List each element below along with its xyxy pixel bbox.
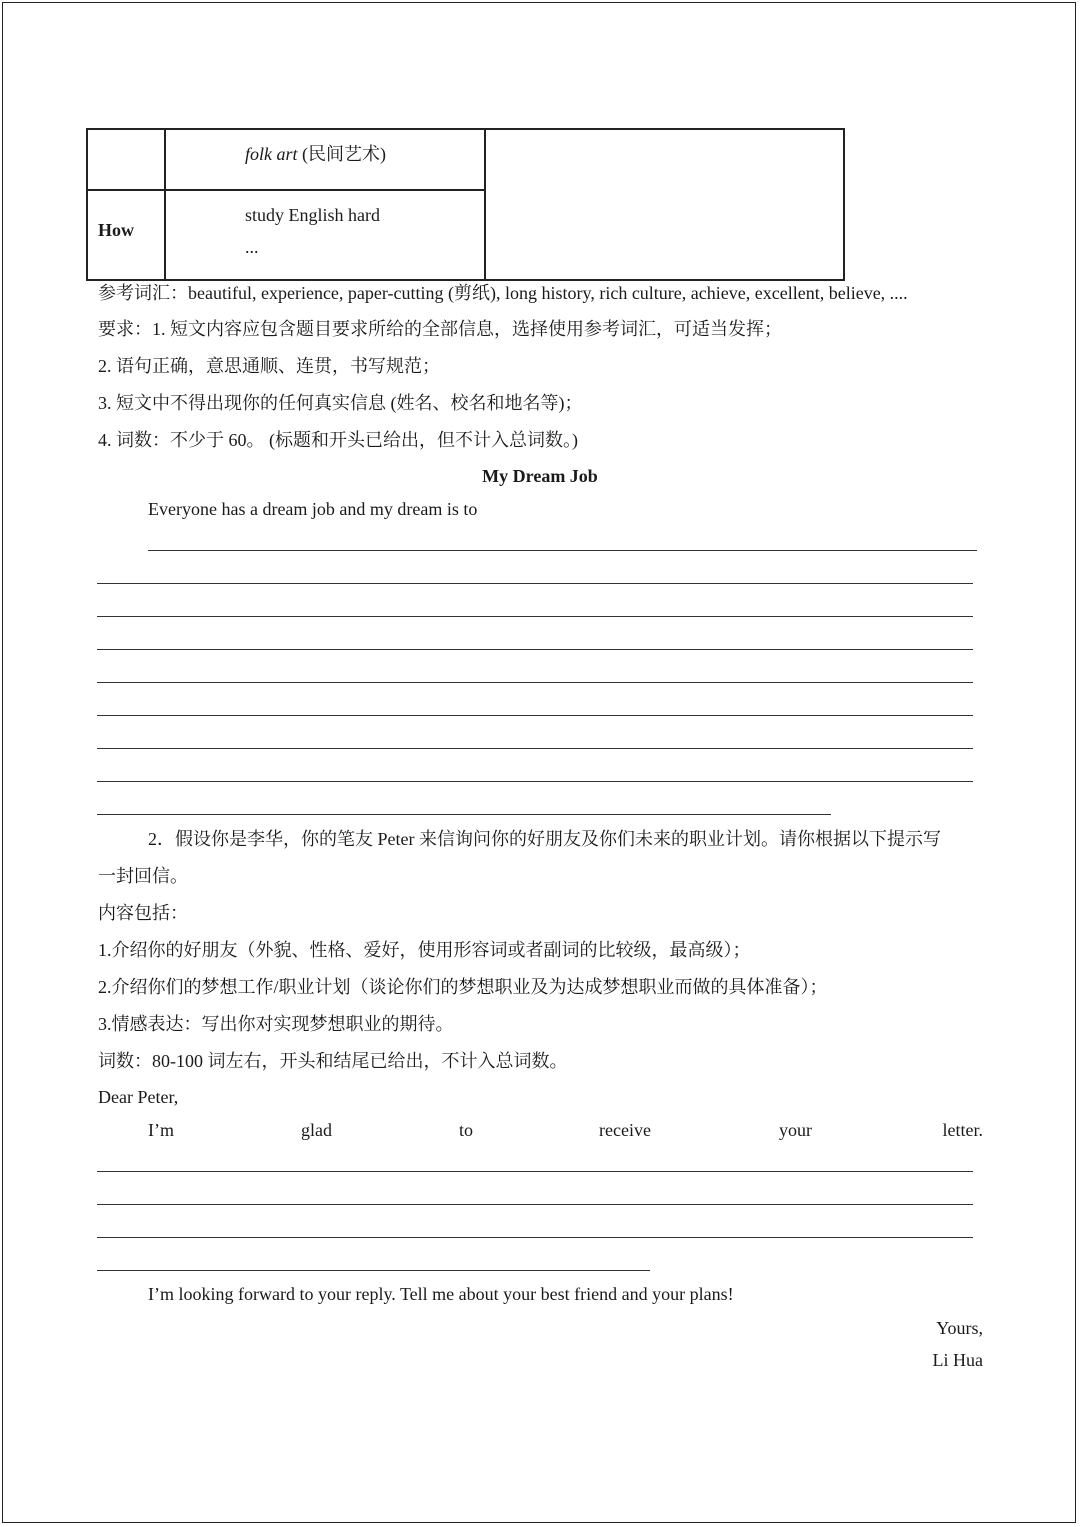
folk-art-text: folk art bbox=[245, 144, 298, 164]
vocab-line: 参考词汇：beautiful, experience, paper-cutting (剪纸), long history, rich culture, achieve, excellent, believe, .... bbox=[98, 283, 908, 303]
word-count-note: 词数：80-100 词左右，开头和结尾已给出，不计入总词数。 bbox=[98, 1051, 568, 1071]
table-cell-item-1 bbox=[165, 129, 485, 190]
writing-line bbox=[97, 1237, 973, 1238]
study-english-text: study English hard bbox=[245, 205, 380, 225]
writing-line bbox=[97, 748, 973, 749]
how-label: How bbox=[98, 220, 134, 240]
content-point-2: 2.介绍你们的梦想工作/职业计划（谈论你们的梦想职业及为达成梦想职业而做的具体准备）； bbox=[98, 977, 828, 997]
writing-line bbox=[97, 814, 831, 815]
letter-word: receive bbox=[599, 1120, 651, 1140]
ellipsis-text: ... bbox=[245, 237, 259, 257]
writing-line bbox=[97, 583, 973, 584]
folk-art-cn-text: (民间艺术) bbox=[297, 144, 386, 164]
letter-signoff: Yours, bbox=[936, 1318, 983, 1338]
writing-line bbox=[97, 781, 973, 782]
table-cell-label-1 bbox=[87, 129, 165, 190]
letter-word: I’m bbox=[148, 1120, 174, 1140]
letter-word: letter. bbox=[942, 1120, 983, 1140]
writing-line bbox=[97, 715, 973, 716]
writing-line bbox=[97, 649, 973, 650]
letter-salutation: Dear Peter, bbox=[98, 1087, 179, 1107]
letter-signature: Li Hua bbox=[932, 1350, 983, 1370]
writing-line bbox=[97, 1171, 973, 1172]
requirement-4: 4. 词数：不少于 60。 (标题和开头已给出，但不计入总词数。) bbox=[98, 430, 578, 450]
content-heading: 内容包括： bbox=[98, 903, 188, 923]
letter-word: glad bbox=[301, 1120, 332, 1140]
content-point-1: 1.介绍你的好朋友（外貌、性格、爱好，使用形容词或者副词的比较级，最高级）； bbox=[98, 940, 751, 960]
outline-table bbox=[86, 128, 845, 281]
table-cell-label-2 bbox=[87, 190, 165, 280]
requirement-2: 2. 语句正确，意思通顺、连贯，书写规范； bbox=[98, 356, 440, 376]
essay-title: My Dream Job bbox=[482, 466, 598, 486]
writing-line bbox=[97, 682, 973, 683]
task2-prompt-line2: 一封回信。 bbox=[98, 866, 188, 886]
table-cell-notes bbox=[485, 129, 844, 280]
writing-line bbox=[97, 616, 973, 617]
table-cell-item-2 bbox=[165, 190, 485, 280]
writing-line bbox=[148, 550, 977, 551]
requirement-3: 3. 短文中不得出现你的任何真实信息 (姓名、校名和地名等)； bbox=[98, 393, 583, 413]
requirement-1: 要求：1. 短文内容应包含题目要求所给的全部信息，选择使用参考词汇，可适当发挥； bbox=[98, 319, 782, 339]
writing-line bbox=[97, 1270, 650, 1271]
task2-prompt-line1: 2．假设你是李华，你的笔友 Peter 来信询问你的好朋友及你们未来的职业计划。请你根据以下提示写 bbox=[148, 829, 941, 849]
letter-closing-line: I’m looking forward to your reply. Tell me about your best friend and your plans! bbox=[148, 1284, 734, 1304]
letter-word: to bbox=[459, 1120, 474, 1140]
letter-word: your bbox=[779, 1120, 812, 1140]
essay-opening: Everyone has a dream job and my dream is to bbox=[148, 499, 478, 519]
writing-line bbox=[97, 1204, 973, 1205]
content-point-3: 3.情感表达：写出你对实现梦想职业的期待。 bbox=[98, 1014, 454, 1034]
